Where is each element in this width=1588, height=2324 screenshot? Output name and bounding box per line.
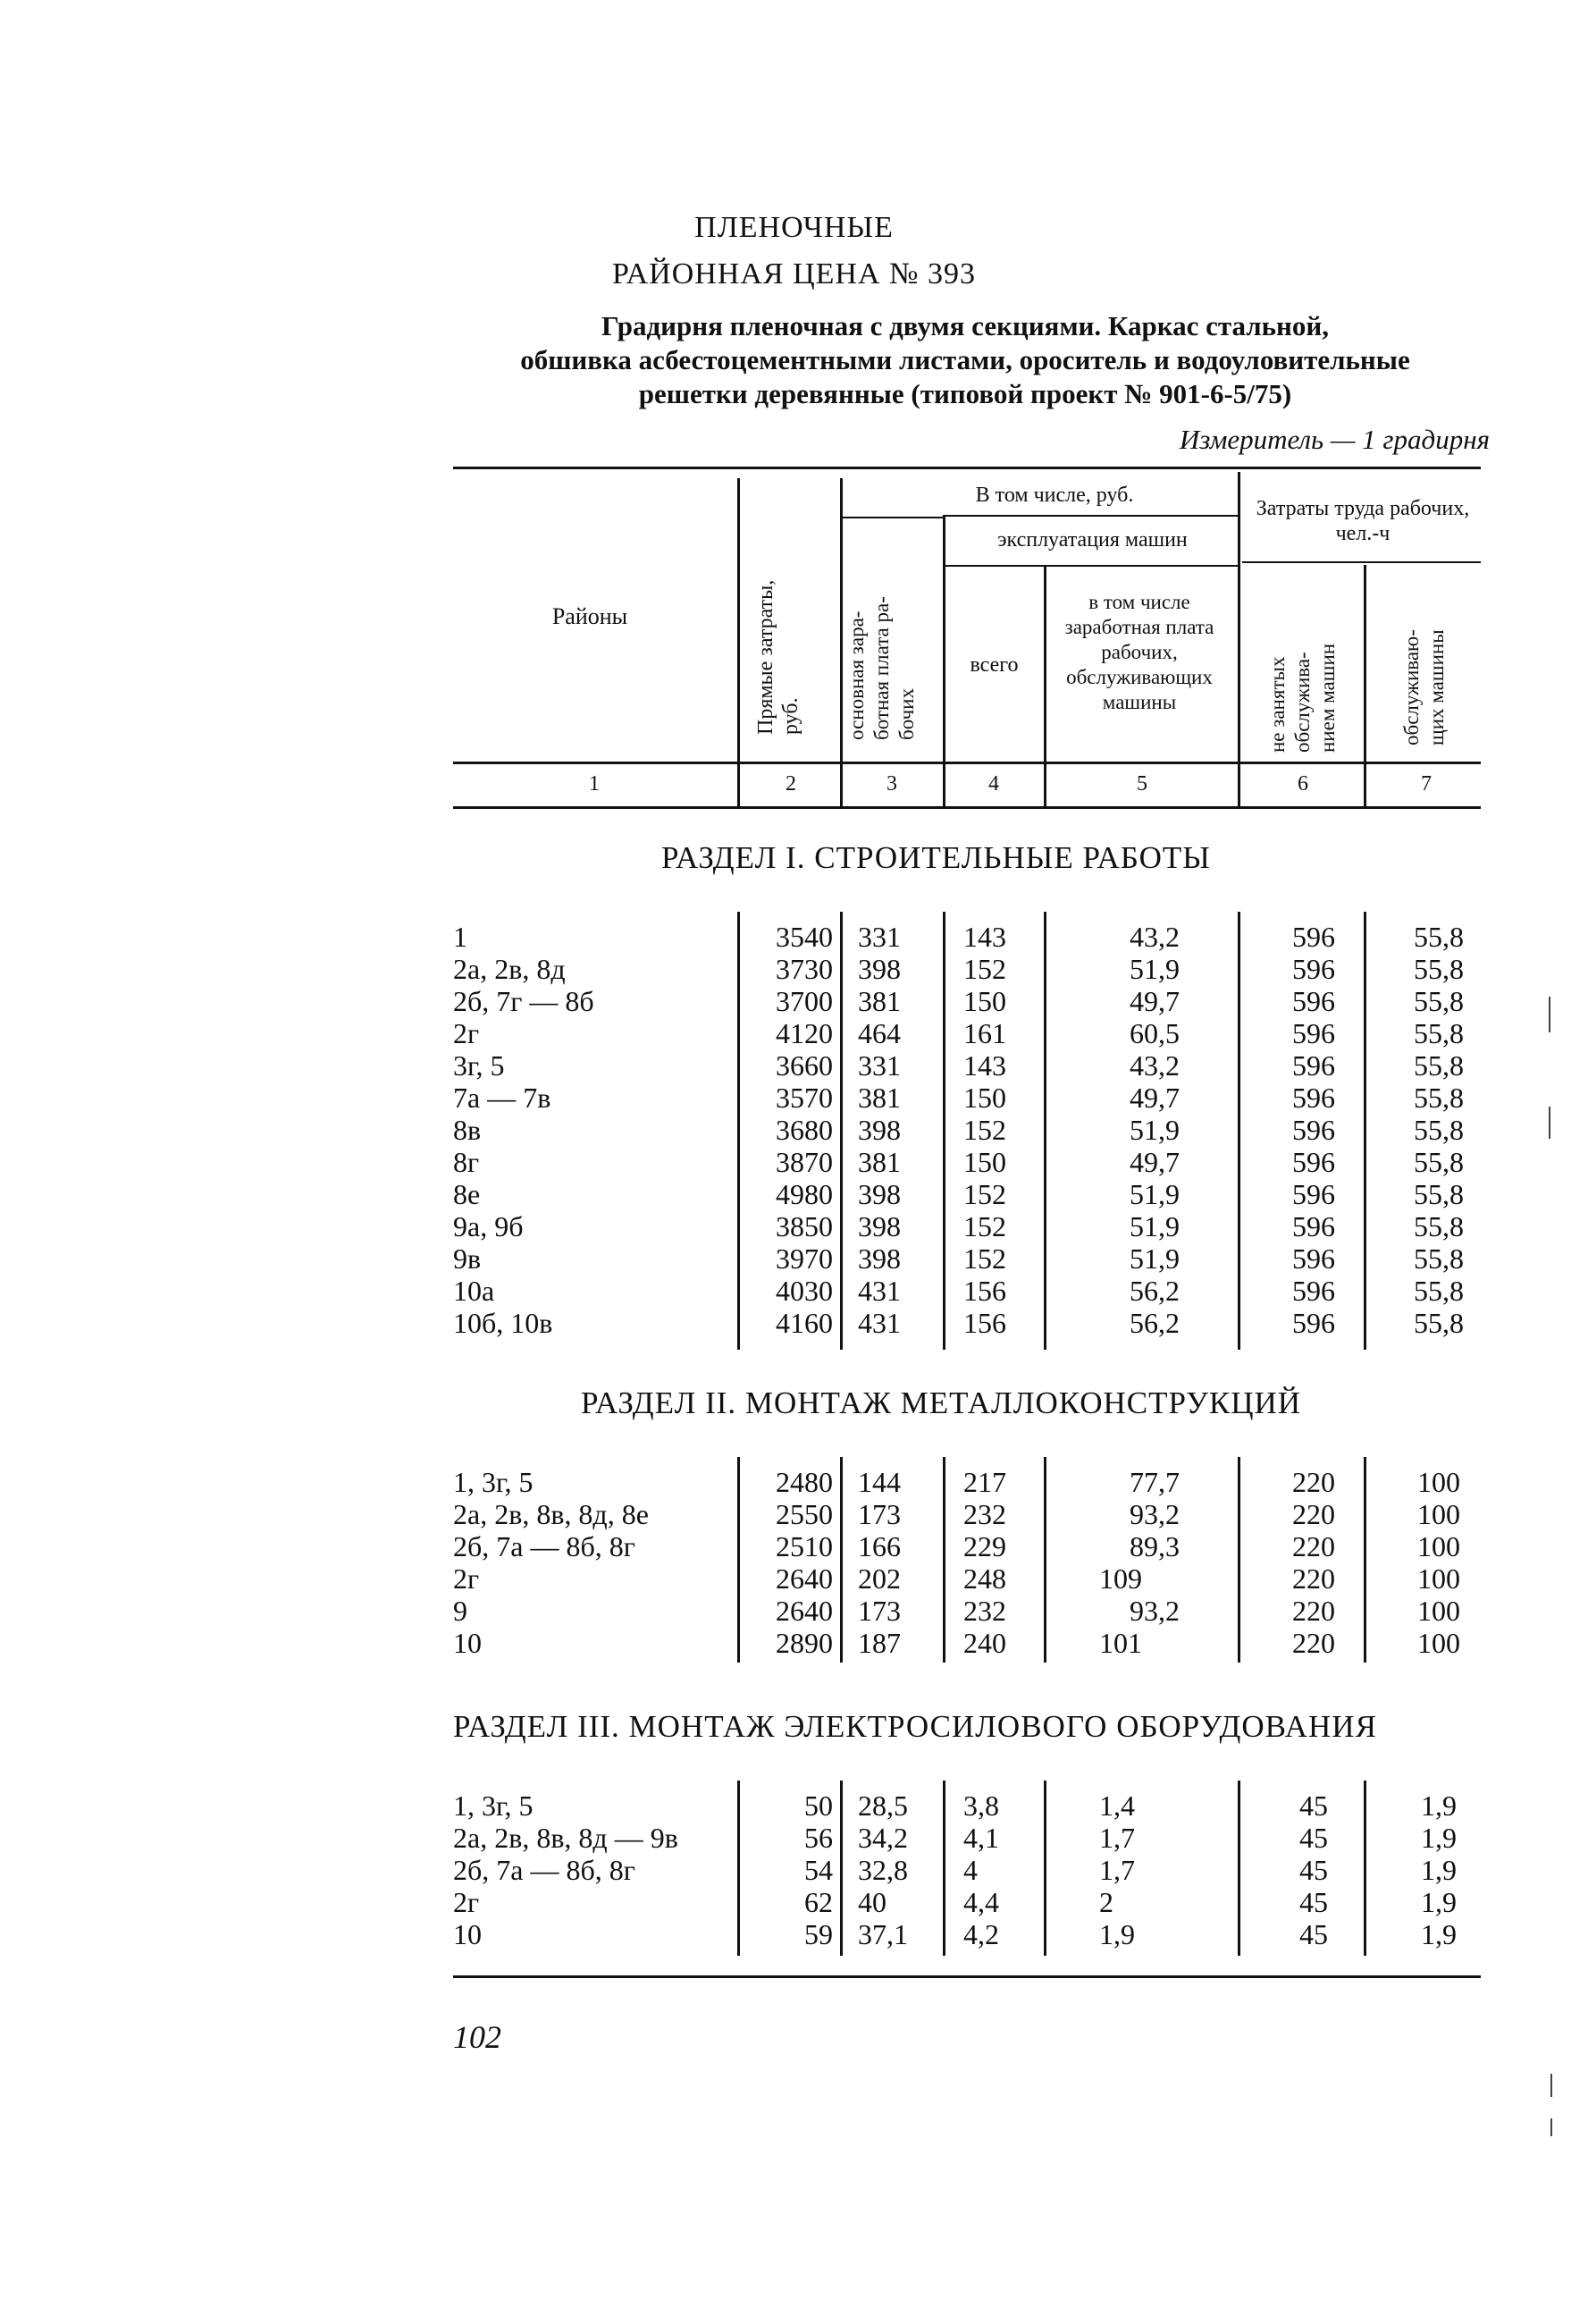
section-title: РАЗДЕЛ II. МОНТАЖ МЕТАЛЛОКОНСТРУКЦИЙ — [581, 1385, 1302, 1420]
cell-region: 2а, 2в, 8в, 8д — 9в — [453, 1822, 678, 1854]
cell-total: 232 — [963, 1595, 1006, 1627]
table-row — [0, 1017, 1588, 1049]
cell-servicing: 55,8 — [1414, 1178, 1464, 1210]
table-row — [0, 1275, 1588, 1307]
cell-machine-wages: 43,2 — [1130, 1049, 1180, 1082]
cell-wages: 331 — [858, 1049, 901, 1082]
section-title: РАЗДЕЛ III. МОНТАЖ ЭЛЕКТРОСИЛОВОГО ОБОРУДОВАНИЯ — [453, 1709, 1377, 1744]
section-title: РАЗДЕЛ I. СТРОИТЕЛЬНЫЕ РАБОТЫ — [661, 840, 1211, 875]
cell-servicing: 55,8 — [1414, 1049, 1464, 1082]
cell-region: 2г — [453, 1886, 480, 1918]
cell-not-busy: 220 — [1292, 1530, 1335, 1562]
cell-servicing: 55,8 — [1414, 1146, 1464, 1178]
header-including: В том числе, руб. — [975, 484, 1134, 507]
cell-wages: 464 — [858, 1017, 901, 1049]
cell-machine-wages: 1,9 — [1099, 1918, 1135, 1950]
cell-machine-wages: 77,7 — [1130, 1466, 1180, 1498]
cell-direct: 56 — [804, 1822, 833, 1854]
cell-direct: 2640 — [776, 1562, 833, 1595]
cell-direct: 4980 — [776, 1178, 833, 1210]
table-row — [0, 1562, 1588, 1595]
cell-region: 9а, 9б — [453, 1210, 524, 1242]
cell-region: 2г — [453, 1017, 480, 1049]
cell-machine-wages: 51,9 — [1130, 1210, 1180, 1242]
header-divider — [737, 478, 740, 809]
header-divider — [1044, 567, 1046, 809]
table-row — [0, 1627, 1588, 1659]
cell-machine-wages: 51,9 — [1130, 953, 1180, 985]
cell-wages: 173 — [858, 1595, 901, 1627]
cell-region: 3г, 5 — [453, 1049, 505, 1082]
cell-servicing: 55,8 — [1414, 1017, 1464, 1049]
cell-region: 1, 3г, 5 — [453, 1466, 534, 1498]
cell-servicing: 55,8 — [1414, 953, 1464, 985]
cell-machine-wages: 56,2 — [1130, 1275, 1180, 1307]
cell-machine-wages: 93,2 — [1130, 1595, 1180, 1627]
cell-machine-wages: 93,2 — [1130, 1498, 1180, 1530]
cell-direct: 3660 — [776, 1049, 833, 1082]
cell-not-busy: 220 — [1292, 1595, 1335, 1627]
machines-group-rule — [943, 515, 1238, 517]
cell-servicing: 100 — [1417, 1562, 1460, 1595]
cell-servicing: 55,8 — [1414, 921, 1464, 953]
cell-not-busy: 45 — [1299, 1822, 1328, 1854]
cell-machine-wages: 1,4 — [1099, 1789, 1135, 1822]
header-machine-operation: эксплуатация машин — [997, 528, 1188, 552]
cell-not-busy: 220 — [1292, 1562, 1335, 1595]
cell-direct: 54 — [804, 1854, 833, 1886]
cell-wages: 431 — [858, 1275, 901, 1307]
scan-mark — [1550, 2074, 1552, 2097]
cell-region: 2г — [453, 1562, 480, 1595]
cell-direct: 3850 — [776, 1210, 833, 1242]
scan-mark — [1549, 997, 1550, 1032]
cell-servicing: 100 — [1417, 1595, 1460, 1627]
header-machine-wages: в том числе заработная плата рабочих, обслуживающих машины — [1064, 591, 1214, 713]
header-labor-costs: Затраты труда рабочих, чел.-ч — [1256, 497, 1470, 545]
cell-wages: 40 — [858, 1886, 886, 1918]
cell-direct: 50 — [804, 1789, 833, 1822]
description-line: решетки деревянные (типовой проект № 901-6-5/75) — [638, 378, 1292, 409]
cell-wages: 381 — [858, 985, 901, 1017]
cell-wages: 173 — [858, 1498, 901, 1530]
cell-servicing: 55,8 — [1414, 1307, 1464, 1339]
cell-direct: 3700 — [776, 985, 833, 1017]
cell-direct: 3870 — [776, 1146, 833, 1178]
header-divider — [1364, 565, 1366, 809]
table-row — [0, 1595, 1588, 1627]
colnum-bottom-rule — [453, 806, 1481, 809]
cell-region: 2а, 2в, 8в, 8д, 8е — [453, 1498, 649, 1530]
cell-total: 4,1 — [963, 1822, 999, 1854]
column-number: 5 — [1137, 772, 1147, 796]
cell-wages: 166 — [858, 1530, 901, 1562]
cell-machine-wages: 1,7 — [1099, 1854, 1135, 1886]
cell-region: 8в — [453, 1114, 482, 1146]
cell-region: 9 — [453, 1595, 467, 1627]
cell-machine-wages: 101 — [1099, 1627, 1142, 1659]
cell-direct: 3540 — [776, 921, 833, 953]
cell-not-busy: 596 — [1292, 1178, 1335, 1210]
cell-total: 217 — [963, 1466, 1006, 1498]
cell-total: 143 — [963, 1049, 1006, 1082]
measure-unit: Измеритель — 1 градирня — [1179, 424, 1490, 455]
cell-region: 10 — [453, 1918, 482, 1950]
table-row — [0, 1789, 1588, 1822]
cell-machine-wages: 43,2 — [1130, 921, 1180, 953]
cell-total: 150 — [963, 1082, 1006, 1114]
table-row — [0, 1886, 1588, 1918]
cell-direct: 62 — [804, 1886, 833, 1918]
cell-region: 2а, 2в, 8д — [453, 953, 566, 985]
cell-machine-wages: 51,9 — [1130, 1242, 1180, 1275]
cell-not-busy: 596 — [1292, 1082, 1335, 1114]
page-heading: ПЛЕНОЧНЫЕ — [694, 211, 894, 244]
cell-total: 152 — [963, 1210, 1006, 1242]
header-direct-costs: Прямые затраты, руб. — [754, 579, 802, 735]
table-row — [0, 1307, 1588, 1339]
cell-servicing: 100 — [1417, 1466, 1460, 1498]
cell-total: 156 — [963, 1275, 1006, 1307]
cell-not-busy: 220 — [1292, 1498, 1335, 1530]
header-total: всего — [970, 653, 1019, 677]
cell-not-busy: 596 — [1292, 953, 1335, 985]
cell-servicing: 55,8 — [1414, 985, 1464, 1017]
cell-not-busy: 596 — [1292, 1049, 1335, 1082]
cell-servicing: 55,8 — [1414, 1210, 1464, 1242]
cell-machine-wages: 51,9 — [1130, 1114, 1180, 1146]
cell-direct: 2890 — [776, 1627, 833, 1659]
cell-total: 4,2 — [963, 1918, 999, 1950]
cell-servicing: 100 — [1417, 1627, 1460, 1659]
cell-total: 152 — [963, 953, 1006, 985]
cell-region: 1 — [453, 921, 467, 953]
table-row — [0, 1918, 1588, 1950]
cell-servicing: 55,8 — [1414, 1242, 1464, 1275]
price-number-heading: РАЙОННАЯ ЦЕНА № 393 — [612, 257, 976, 290]
cell-total: 150 — [963, 985, 1006, 1017]
cell-region: 2б, 7г — 8б — [453, 985, 594, 1017]
header-divider — [840, 478, 843, 809]
column-number: 7 — [1421, 772, 1432, 796]
table-row — [0, 1146, 1588, 1178]
cell-wages: 144 — [858, 1466, 901, 1498]
cell-servicing: 1,9 — [1421, 1886, 1457, 1918]
cell-region: 10 — [453, 1627, 482, 1659]
cell-direct: 2640 — [776, 1595, 833, 1627]
header-bottom-rule — [453, 762, 1481, 764]
cell-direct: 2480 — [776, 1466, 833, 1498]
header-divider — [1238, 472, 1240, 809]
cell-machine-wages: 51,9 — [1130, 1178, 1180, 1210]
cell-total: 4 — [963, 1854, 978, 1886]
cell-not-busy: 220 — [1292, 1466, 1335, 1498]
cell-direct: 2550 — [776, 1498, 833, 1530]
cell-servicing: 55,8 — [1414, 1082, 1464, 1114]
header-regions: Районы — [551, 603, 628, 629]
cell-wages: 398 — [858, 1178, 901, 1210]
cell-not-busy: 45 — [1299, 1854, 1328, 1886]
cell-total: 229 — [963, 1530, 1006, 1562]
cell-wages: 187 — [858, 1627, 901, 1659]
cell-wages: 28,5 — [858, 1789, 908, 1822]
cell-not-busy: 596 — [1292, 1017, 1335, 1049]
column-number: 4 — [988, 772, 999, 796]
cell-not-busy: 45 — [1299, 1886, 1328, 1918]
table-row — [0, 1210, 1588, 1242]
cell-direct: 2510 — [776, 1530, 833, 1562]
cell-total: 156 — [963, 1307, 1006, 1339]
cell-wages: 398 — [858, 1242, 901, 1275]
header-not-busy: не занятых обслужива- нием машин — [1266, 643, 1339, 753]
scan-mark — [1549, 1107, 1550, 1139]
cell-total: 240 — [963, 1627, 1006, 1659]
cell-machine-wages: 109 — [1099, 1562, 1142, 1595]
cell-direct: 4120 — [776, 1017, 833, 1049]
cell-wages: 398 — [858, 953, 901, 985]
column-number: 1 — [589, 772, 600, 796]
cell-machine-wages: 49,7 — [1130, 1082, 1180, 1114]
cell-not-busy: 596 — [1292, 1210, 1335, 1242]
cell-not-busy: 596 — [1292, 1307, 1335, 1339]
table-row — [0, 953, 1588, 985]
table-row — [0, 1498, 1588, 1530]
cell-region: 8е — [453, 1178, 481, 1210]
cell-wages: 398 — [858, 1210, 901, 1242]
column-number: 6 — [1298, 772, 1308, 796]
cell-direct: 4160 — [776, 1307, 833, 1339]
cell-not-busy: 596 — [1292, 1114, 1335, 1146]
table-row — [0, 985, 1588, 1017]
cell-total: 143 — [963, 921, 1006, 953]
cell-direct: 4030 — [776, 1275, 833, 1307]
table-top-rule — [453, 467, 1481, 469]
cell-region: 2б, 7а — 8б, 8г — [453, 1530, 635, 1562]
cell-wages: 37,1 — [858, 1918, 908, 1950]
cell-not-busy: 45 — [1299, 1789, 1328, 1822]
cell-machine-wages: 2 — [1099, 1886, 1113, 1918]
cell-servicing: 1,9 — [1421, 1822, 1457, 1854]
cell-machine-wages: 49,7 — [1130, 985, 1180, 1017]
cell-machine-wages: 1,7 — [1099, 1822, 1135, 1854]
cell-machine-wages: 60,5 — [1130, 1017, 1180, 1049]
cell-region: 8г — [453, 1146, 480, 1178]
labor-group-rule — [1242, 561, 1481, 563]
cell-machine-wages: 89,3 — [1130, 1530, 1180, 1562]
cell-wages: 381 — [858, 1146, 901, 1178]
cell-total: 3,8 — [963, 1789, 999, 1822]
cell-wages: 398 — [858, 1114, 901, 1146]
description-line: Градирня пленочная с двумя секциями. Каркас стальной, — [601, 310, 1330, 341]
cell-not-busy: 596 — [1292, 1242, 1335, 1275]
cell-wages: 34,2 — [858, 1822, 908, 1854]
cell-direct: 3730 — [776, 953, 833, 985]
cell-wages: 431 — [858, 1307, 901, 1339]
cell-wages: 202 — [858, 1562, 901, 1595]
cell-not-busy: 596 — [1292, 1275, 1335, 1307]
table-row — [0, 1049, 1588, 1082]
header-divider — [943, 517, 945, 809]
cell-total: 161 — [963, 1017, 1006, 1049]
cell-total: 4,4 — [963, 1886, 999, 1918]
cell-not-busy: 596 — [1292, 985, 1335, 1017]
header-servicing: обслуживаю- щих машины — [1400, 629, 1448, 745]
cell-not-busy: 596 — [1292, 921, 1335, 953]
table-row — [0, 1466, 1588, 1498]
column-number: 2 — [786, 772, 796, 796]
cell-servicing: 1,9 — [1421, 1789, 1457, 1822]
table-row — [0, 1854, 1588, 1886]
including-group-rule — [840, 517, 943, 518]
table-row — [0, 1114, 1588, 1146]
cell-region: 7а — 7в — [453, 1082, 551, 1114]
cell-direct: 59 — [804, 1918, 833, 1950]
cell-region: 9в — [453, 1242, 482, 1275]
cell-region: 10а — [453, 1275, 495, 1307]
cell-direct: 3680 — [776, 1114, 833, 1146]
cell-not-busy: 596 — [1292, 1146, 1335, 1178]
cell-servicing: 55,8 — [1414, 1114, 1464, 1146]
cell-total: 152 — [963, 1114, 1006, 1146]
table-row — [0, 1822, 1588, 1854]
cell-total: 150 — [963, 1146, 1006, 1178]
cell-servicing: 1,9 — [1421, 1918, 1457, 1950]
table-row — [0, 1530, 1588, 1562]
cell-machine-wages: 49,7 — [1130, 1146, 1180, 1178]
scan-mark — [1550, 2118, 1552, 2136]
cell-wages: 381 — [858, 1082, 901, 1114]
cell-direct: 3570 — [776, 1082, 833, 1114]
cell-wages: 32,8 — [858, 1854, 908, 1886]
cell-total: 248 — [963, 1562, 1006, 1595]
cell-region: 2б, 7а — 8б, 8г — [453, 1854, 635, 1886]
table-row — [0, 1082, 1588, 1114]
cell-servicing: 100 — [1417, 1530, 1460, 1562]
column-number: 3 — [886, 772, 897, 796]
cell-total: 152 — [963, 1242, 1006, 1275]
header-base-wages: основная зара- ботная плата ра- бочих — [845, 596, 918, 740]
cell-region: 10б, 10в — [453, 1307, 553, 1339]
cell-not-busy: 45 — [1299, 1918, 1328, 1950]
description — [429, 309, 1501, 411]
cell-total: 232 — [963, 1498, 1006, 1530]
machines-sub-rule — [943, 565, 1238, 567]
cell-region: 1, 3г, 5 — [453, 1789, 534, 1822]
cell-servicing: 100 — [1417, 1498, 1460, 1530]
description-line: обшивка асбестоцементными листами, ороситель и водоуловительные — [520, 344, 1410, 375]
cell-machine-wages: 56,2 — [1130, 1307, 1180, 1339]
cell-servicing: 55,8 — [1414, 1275, 1464, 1307]
cell-direct: 3970 — [776, 1242, 833, 1275]
page-number: 102 — [453, 2019, 501, 2055]
table-bottom-rule — [453, 1975, 1481, 1978]
cell-not-busy: 220 — [1292, 1627, 1335, 1659]
cell-total: 152 — [963, 1178, 1006, 1210]
cell-wages: 331 — [858, 921, 901, 953]
table-row — [0, 921, 1588, 953]
table-row — [0, 1178, 1588, 1210]
table-row — [0, 1242, 1588, 1275]
cell-servicing: 1,9 — [1421, 1854, 1457, 1886]
